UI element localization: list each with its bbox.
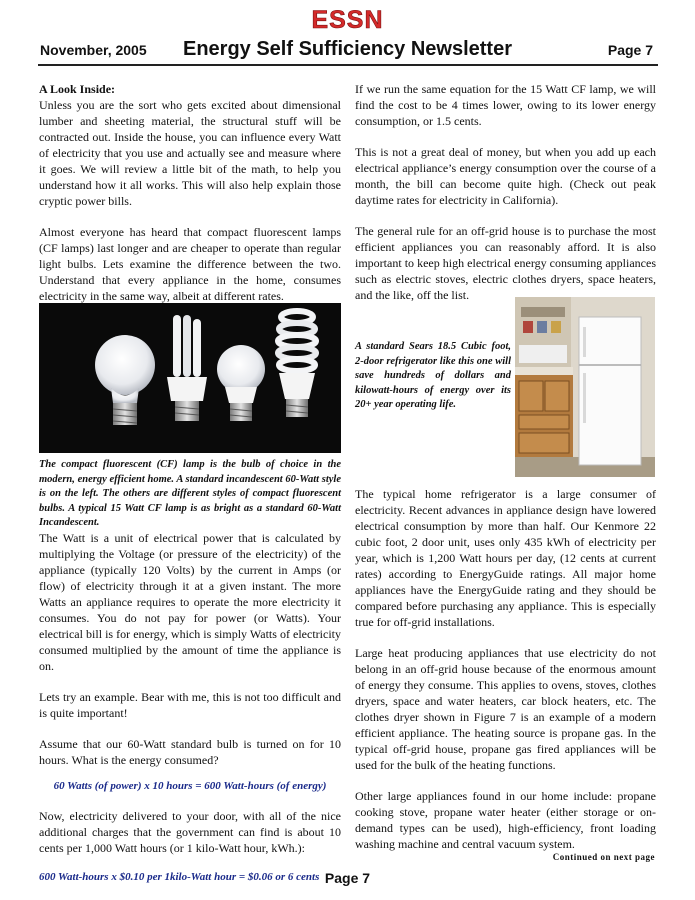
bulbs-illustration — [39, 303, 341, 453]
fridge-caption: A standard Sears 18.5 Cubic foot, 2-door refrigerator like this one will save hundreds of dollars and kilowatt-hours of energy over its 20+ year operating life. — [355, 341, 511, 410]
masthead-logo: ESSN — [311, 6, 384, 34]
issue-date: November, 2005 — [40, 42, 147, 58]
other-appliances-paragraph: Other large appliances found in our home include: propane cooking stove, propane water heater (either storage or on-demand types can be used), high-efficiency, front loading washing machine and central vacuum system. — [355, 789, 656, 851]
offgrid-rule-paragraph: The general rule for an off-grid house is to purchase the most efficient appliances you can reasonably afford. It is also important to keep high electrical energy consuming appliances such as electric stoves, electric clothes dryers, space heaters, and the like, off the list. — [355, 224, 656, 302]
left-column — [39, 81, 341, 319]
intro-text: Unless you are the sort who gets excited about dimensional lumber and sheeting material, the structural stuff will be contracted out. Inside the house, you can influence every Watt of electricity that you use and actually see and measure where it goes. We will review a little bit of the math, to help you understand how it all works. This will also help explain those cryptic power bills. — [39, 98, 341, 208]
watt-paragraph: The Watt is a unit of electrical power that is calculated by multiplying the Voltage (or pressure of the electricity) of the appliance (typically 120 Volts) by the current in Amps (or flow) of electricity through it at a given instant. The more Watts an appliance requires to operate the more electricity it consumes. You do not pay for power (or Watts). Your electrical bill is for energy, which is simply Watts of electricity consumed multiplied by the amount of time the appliance is on. — [39, 531, 341, 673]
light-bulbs-photo — [39, 303, 341, 453]
newsletter-title: Energy Self Sufficiency Newsletter — [182, 38, 512, 60]
example-paragraph: Lets try an example. Bear with me, this is not too difficult and is quite important! — [39, 690, 341, 720]
header-rule — [38, 64, 658, 66]
intro-paragraph — [39, 81, 341, 209]
energy-equation: 60 Watts (of power) x 10 hours = 600 Watt-hours (of energy) — [53, 780, 327, 792]
refrigerator-photo — [515, 297, 655, 477]
footer-page-number: Page 7 — [324, 870, 371, 886]
right-column-lower — [355, 486, 656, 867]
heat-appliances-paragraph: Large heat producing appliances that use electricity do not belong in an off-grid house because of the enormous amount of energy they consume. This applies to ovens, stoves, clothes dryers, space and water heaters, car block heaters, etc. The clothes dryer shown in Figure 7 is an example of a modern efficient appliance. The heating source is propane gas. In the typical off-grid house, propane gas fired appliances will be used for the bulk of the heating functions. — [355, 646, 656, 772]
right-column — [355, 81, 656, 318]
cf-lamp-paragraph: Almost everyone has heard that compact fluorescent lamps (CF lamps) last longer and are cheaper to operate than regular light bulbs. Lets examine the difference between the two. Understand that every appliance in the home, consumes electricity in the same way, albeit at different rates. — [39, 225, 341, 303]
cost-equation: 600 Watt-hours x $0.10 per 1kilo-Watt hour = $0.06 or 6 cents — [39, 871, 320, 883]
refrigerator-paragraph: The typical home refrigerator is a large consumer of electricity. Recent advances in appliance design have lowered electrical consumption by more than half. Our Kenmore 22 cubic foot, 2 door unit, uses only 435 kWh of electricity per year, which is 1,200 Watt hours per day, (12 cents at current rates) according to EnergyGuide ratings. All major home appliances have the EnergyGuide rating and they should be compared before purchasing any appliance. This is especially true for off-grid installations. — [355, 487, 656, 629]
monthly-bill-paragraph: This is not a great deal of money, but when you add up each electrical appliance’s energy consumption over the course of a month, the bill can become quite high. (Check out peak daytime rates for electricity in California). — [355, 145, 656, 207]
header-page-number: Page 7 — [607, 42, 653, 58]
section-heading: A Look Inside: — [39, 82, 116, 96]
bulbs-caption: The compact fluorescent (CF) lamp is the bulb of choice in the modern, energy efficient home. A standard incandescent 60-Watt style is on the left. The others are different styles of compact fluorescent bulbs. A typical 15 Watt CF lamp is as bright as a standard 60-Watt Incandescent. — [39, 459, 341, 528]
cf-cost-paragraph: If we run the same equation for the 15 Watt CF lamp, we will find the cost to be 4 times lower, owing to its lower energy consumption, or 1.5 cents. — [355, 82, 656, 128]
continued-link[interactable]: Continued on next page — [552, 852, 655, 862]
left-column-lower — [39, 530, 341, 885]
assume-paragraph: Assume that our 60-Watt standard bulb is turned on for 10 hours. What is the energy consumed? — [39, 737, 341, 767]
cost-paragraph: Now, electricity delivered to your door, with all of the nice additional charges that the government can find is about 10 cents per 1,000 Watt hours (or 1 kilo-Watt hour, kWh.): — [39, 809, 341, 855]
kitchen-illustration — [515, 297, 655, 477]
